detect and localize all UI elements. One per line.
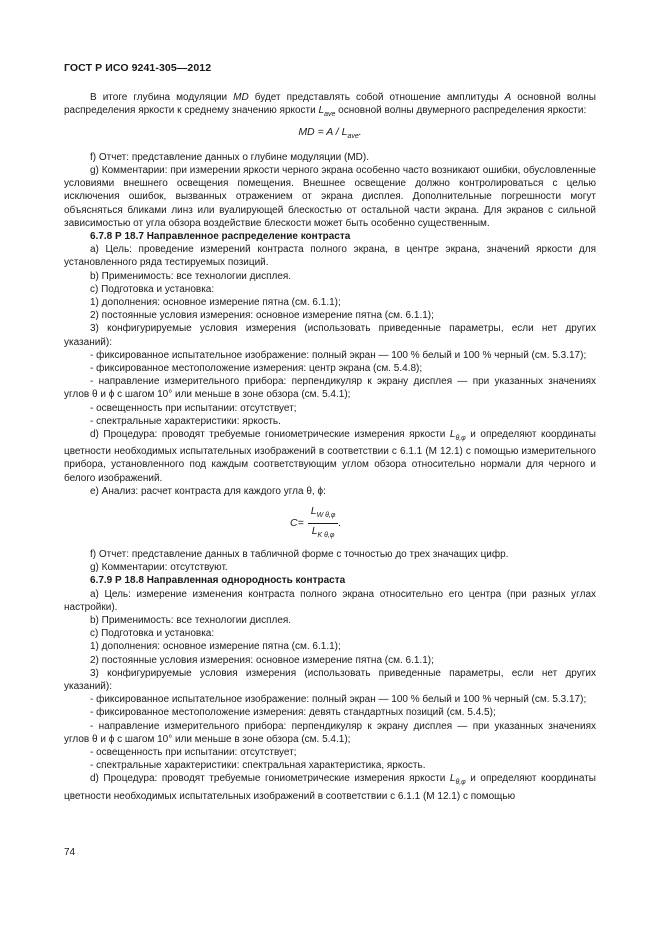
list-item: е) Анализ: расчет контраста для каждого угла θ, ϕ: (90, 485, 326, 497)
list-item: b) Применимость: все технологии дисплея. (90, 615, 292, 626)
list-item: 1) дополнения: основное измерение пятна (см. 6.1.1); (90, 296, 341, 308)
list-item: а) Цель: проведение измерений контраста полного экрана, в центре экрана, значений яркости для установленного ряда тестируемых позиций. (64, 244, 596, 269)
procedure-paragraph: d) Процедура: проводят требуемые гониометрические измерения яркости $L_{\theta,\varphi}$ и определяют координаты цветности необходимых испытательных изображений в соответствии с 6.1.1 (М 12.1) с помощью (64, 773, 596, 802)
list-item: c) Подготовка и установка: (90, 628, 215, 640)
list-item: - освещенность при испытании: отсутствует; (90, 402, 297, 414)
list-item: 3) конфигурируемые условия измерения (использовать приведенные параметры, если нет других указаний): (64, 323, 596, 348)
formula-modulation-depth: MD = A / $L_{ave}$. (298, 126, 362, 141)
list-item: - освещенность при испытании: отсутствует; (90, 747, 297, 759)
list-item: а) Цель: измерение изменения контраста полного экрана относительно его центра (при разных углах настройки). (64, 588, 596, 613)
list-item: - фиксированное испытательное изображение: полный экран — 100 % белый и 100 % черный (см. 5.3.17); (90, 694, 587, 706)
paragraph: f) Отчет: представление данных о глубине модуляции (MD). (90, 151, 369, 163)
procedure-paragraph: d) Процедура: проводят требуемые гониометрические измерения яркости $L_{\theta,\varphi}$ и определяют координаты цветности необходимых испытательных изображений в соответствии с 6.1.1 (М 12.1) с помощью измерительного прибора, установленного под каждым соответствующим углом обзора относительно нормали для черного и белого изображений. (64, 428, 596, 484)
document-header: ГОСТ Р ИСО 9241-305—2012 (64, 62, 212, 74)
list-item: f) Отчет: представление данных в табличной форме с точностью до трех значащих цифр. (90, 548, 509, 560)
list-item: - фиксированное местоположение измерения: девять стандартных позиций (см. 5.4.5); (90, 707, 496, 719)
list-item: b) Применимость: все технологии дисплея. (90, 270, 292, 282)
list-item: - фиксированное местоположение измерения: центр экрана (см. 5.4.8); (90, 362, 423, 374)
list-item: - спектральные характеристики: яркость. (90, 415, 281, 427)
intro-paragraph: В итоге глубина модуляции MD будет представлять собой отношение амплитуды A основной волны распределения яркости к среднему значению яркости $L_{ave}$ основной волны двумерного распределения яркости: (64, 92, 596, 119)
list-item: - направление измерительного прибора: перпендикуляр к экрану дисплея — при указанных значениях углов θ и ϕ с шагом 10° или меньше в зоне обзора (см. 5.4.1); (64, 720, 596, 745)
list-item: g) Комментарии: отсутствуют. (90, 562, 228, 574)
list-item: - направление измерительного прибора: перпендикуляр к экрану дисплея — при указанных значениях углов θ и ϕ с шагом 10° или меньше в зоне обзора (см. 5.4.1); (64, 376, 596, 401)
paragraph: g) Комментарии: при измерении яркости черного экрана особенно часто возникают ошибки, обусловленные условиями внешнего освещения помещения. Внешнее освещение должно контролироваться с целью исключения ошибок, вызванных отражением от экрана дисплея. Дополнительные погрешности могут объясняться бликами линз или вуалирующей блескостью от остальной части экрана. Для экранов с сильной зависимостью от угла обзора воздействие блескости может быть особенно существенным. (64, 164, 596, 229)
section-heading-678: 6.7.8 Р 18.7 Направленное распределение контраста (90, 230, 351, 242)
page-number: 74 (64, 847, 76, 858)
list-item: - спектральные характеристики: спектральная характеристика, яркость. (90, 760, 426, 772)
list-item: 3) конфигурируемые условия измерения (использовать приведенные параметры, если нет других указаний): (64, 667, 596, 693)
list-item: c) Подготовка и установка: (90, 283, 215, 295)
list-item: 2) постоянные условия измерения: основное измерение пятна (см. 6.1.1); (90, 310, 434, 322)
document-body (64, 91, 596, 803)
list-item: 1) дополнения: основное измерение пятна (см. 6.1.1); (90, 641, 341, 653)
formula-contrast: C = $\frac{L_{W \theta,\varphi}}{L_{K \theta,\varphi}}$ . (64, 502, 596, 544)
formula-fraction: $\frac{L_{W \theta,\varphi}}{L_{K \theta,\varphi}}$ (308, 505, 339, 543)
list-item: 2) постоянные условия измерения: основное измерение пятна (см. 6.1.1); (90, 654, 434, 666)
list-item: - фиксированное испытательное изображение: полный экран — 100 % белый и 100 % черный (см. 5.3.17); (90, 349, 587, 361)
section-heading-679: 6.7.9 Р 18.8 Направленная однородность контраста (90, 575, 346, 587)
